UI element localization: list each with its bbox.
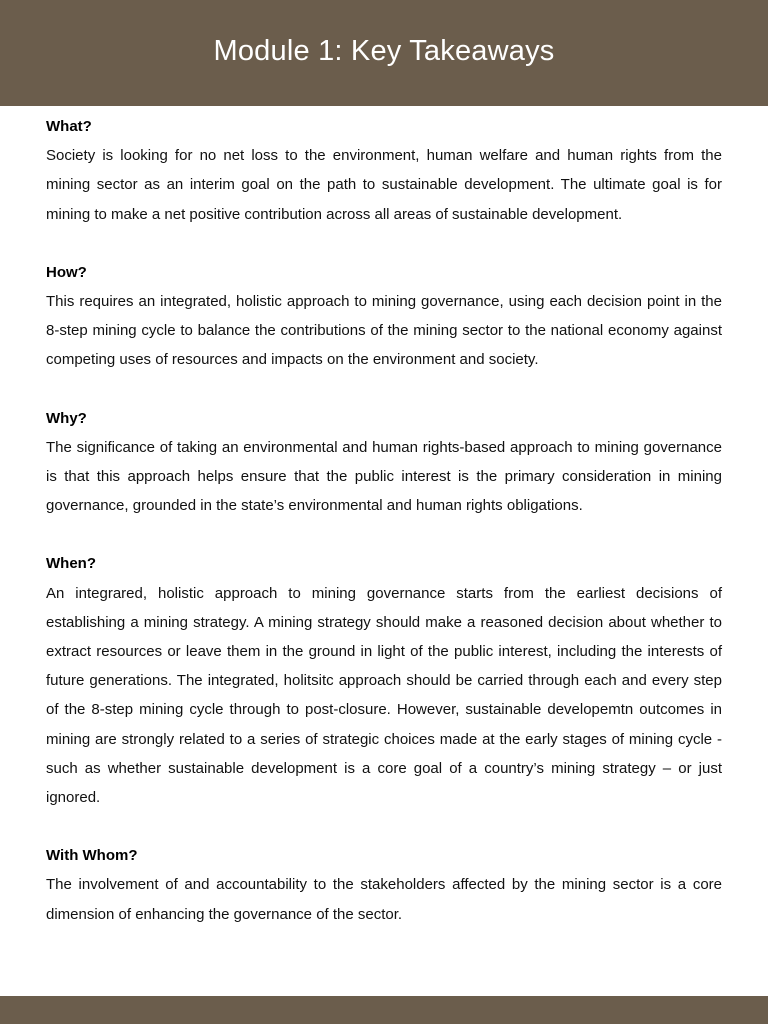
section-why [46,404,722,521]
section-body: An integrared, holistic approach to mining governance starts from the earliest decisions of establishing a mining strategy. A mining strategy should make a reasoned decision about whether to extract resources or leave them in the ground in light of the public interest, including the interests of future generations. The integrated, holitsitc approach should be carried through each and every step of the 8-step mining cycle through to post-closure. However, sustainable developemtn outcomes in mining are strongly related to a series of strategic choices made at the early stages of mining cycle - such as whether sustainable development is a core goal of a country’s mining strategy – or just ignored. [46,584,722,807]
section-heading: With Whom? [46,847,138,865]
section-body: The significance of taking an environmental and human rights-based approach to mining governance is that this approach helps ensure that the public interest is the primary consideration in mining governance, grounded in the state’s environmental and human rights obligations. [46,438,722,515]
takeaways-content [46,112,722,958]
section-body: This requires an integrated, holistic approach to mining governance, using each decision point in the 8-step mining cycle to balance the contributions of the mining sector to the national economy against competing uses of resources and impacts on the environment and society. [46,293,722,369]
section-heading: How? [46,263,87,281]
section-heading: Why? [46,409,87,427]
section-body: The involvement of and accountability to the stakeholders affected by the mining sector is a core dimension of enhancing the governance of the sector. [46,876,722,923]
section-with-whom [46,841,722,929]
section-how [46,258,722,375]
page-title: Module 1: Key Takeaways [213,34,555,67]
section-heading: What? [46,118,92,135]
header-band [0,0,768,106]
footer-band [0,996,768,1024]
section-heading: When? [46,555,96,573]
section-body: Society is looking for no net loss to the environment, human welfare and human rights from the mining sector as an interim goal on the path to sustainable development. The ultimate goal is for mining to make a net positive contribution across all areas of sustainable development. [46,147,722,223]
section-what [46,112,722,229]
section-when [46,549,722,812]
